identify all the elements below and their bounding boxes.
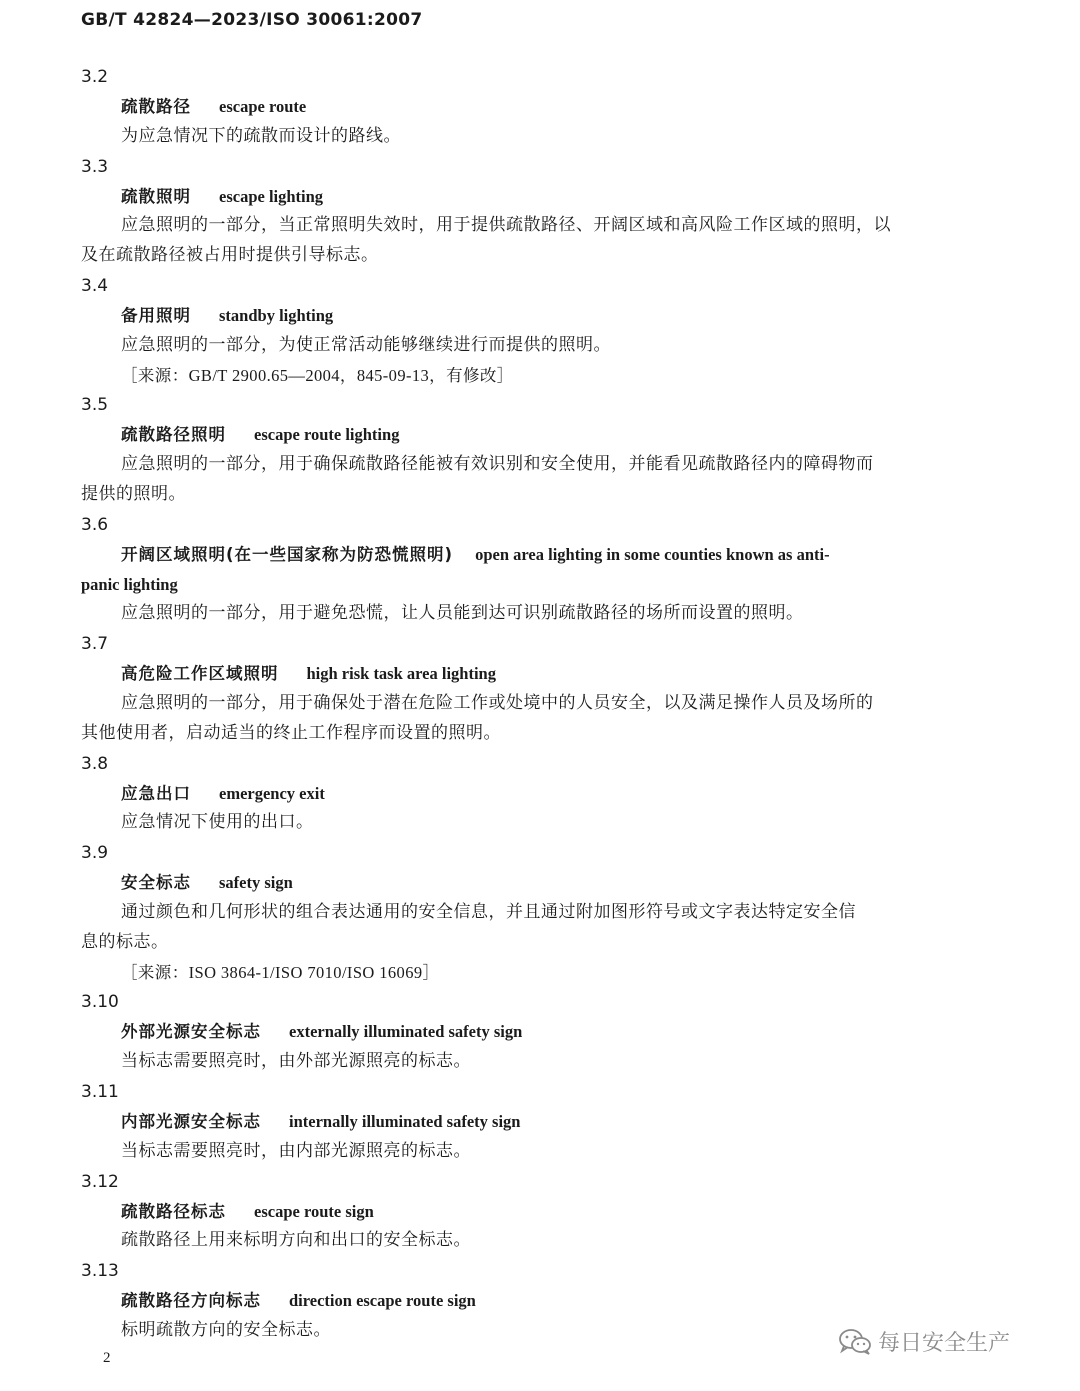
term-chinese: 疏散路径方向标志 bbox=[121, 1291, 261, 1311]
term-entry bbox=[81, 390, 961, 509]
term-definition bbox=[81, 1226, 961, 1256]
term-definition bbox=[81, 898, 961, 958]
source-note: ［来源：GB/T 2900.65—2004，845-09-13，有修改］ bbox=[121, 365, 514, 385]
watermark-text: 每日安全生产 bbox=[878, 1331, 1011, 1356]
definition-line: 应急照明的一部分，当正常照明失效时，用于提供疏散路径、开阔区域和高风险工作区域的照明，以 bbox=[121, 215, 891, 236]
term-heading bbox=[81, 92, 961, 122]
term-chinese: 疏散照明 bbox=[121, 186, 191, 206]
source-note: ［来源：ISO 3864-1/ISO 7010/ISO 16069］ bbox=[121, 962, 440, 982]
term-chinese: 疏散路径 bbox=[121, 97, 191, 116]
term-definition bbox=[81, 450, 961, 510]
definition-line: 为应急情况下的疏散而设计的路线。 bbox=[121, 125, 401, 146]
term-entry bbox=[81, 987, 961, 1077]
definition-line: 应急照明的一部分，用于避免恐慌，让人员能到达可识别疏散路径的场所而设置的照明。 bbox=[121, 603, 804, 624]
term-english: escape route lighting bbox=[254, 425, 400, 445]
term-heading bbox=[81, 659, 961, 689]
term-chinese: 安全标志 bbox=[121, 873, 191, 893]
definition-line: 其他使用者，启动适当的终止工作程序而设置的照明。 bbox=[81, 722, 501, 743]
term-heading bbox=[81, 779, 961, 809]
term-entry bbox=[81, 152, 961, 271]
term-heading bbox=[81, 540, 961, 570]
term-chinese: 疏散路径照明 bbox=[121, 425, 226, 445]
definition-line: 当标志需要照亮时，由外部光源照亮的标志。 bbox=[121, 1051, 471, 1072]
term-english: direction escape route sign bbox=[289, 1291, 476, 1311]
standard-number-header: GB/T 42824—2023/ISO 30061:2007 bbox=[81, 10, 423, 30]
term-definition bbox=[81, 689, 961, 749]
term-definition bbox=[81, 1137, 961, 1167]
clause-number: 3.9 bbox=[81, 843, 109, 864]
term-chinese: 疏散路径标志 bbox=[121, 1201, 226, 1221]
clause-number: 3.5 bbox=[81, 395, 109, 416]
term-entry bbox=[81, 62, 961, 152]
term-entry bbox=[81, 1256, 961, 1346]
page-number: 2 bbox=[103, 1350, 111, 1366]
term-chinese: 开阔区域照明(在一些国家称为防恐慌照明) bbox=[121, 544, 454, 564]
definition-line: 应急照明的一部分，用于确保疏散路径能被有效识别和安全使用，并能看见疏散路径内的障碍物而 bbox=[121, 454, 874, 475]
term-heading bbox=[81, 1107, 961, 1137]
definition-line: 息的标志。 bbox=[81, 931, 169, 952]
term-english: standby lighting bbox=[219, 305, 334, 325]
definition-line: 应急情况下使用的出口。 bbox=[121, 812, 314, 833]
wechat-icon bbox=[838, 1328, 872, 1356]
terms-document bbox=[81, 62, 961, 1346]
term-heading bbox=[81, 1197, 961, 1227]
definition-line: 疏散路径上用来标明方向和出口的安全标志。 bbox=[121, 1230, 471, 1251]
clause-number: 3.8 bbox=[81, 753, 109, 774]
term-definition bbox=[81, 1047, 961, 1077]
term-definition bbox=[81, 599, 961, 629]
term-entry bbox=[81, 1077, 961, 1167]
clause-number: 3.13 bbox=[81, 1261, 119, 1282]
definition-line: 及在疏散路径被占用时提供引导标志。 bbox=[81, 245, 379, 266]
term-english: high risk task area lighting bbox=[306, 664, 496, 684]
term-chinese: 应急出口 bbox=[121, 783, 191, 803]
clause-number: 3.11 bbox=[81, 1081, 119, 1102]
clause-number: 3.12 bbox=[81, 1171, 119, 1192]
term-entry bbox=[81, 838, 961, 987]
definition-line: 提供的照明。 bbox=[81, 483, 186, 504]
term-definition bbox=[81, 211, 961, 271]
definition-line: 当标志需要照亮时，由内部光源照亮的标志。 bbox=[121, 1140, 471, 1161]
term-definition bbox=[81, 1316, 961, 1346]
term-english: externally illuminated safety sign bbox=[289, 1022, 523, 1042]
term-heading-continuation bbox=[81, 570, 961, 600]
term-heading bbox=[81, 182, 961, 212]
term-english-continuation: panic lighting bbox=[81, 574, 178, 594]
clause-number: 3.7 bbox=[81, 634, 109, 655]
term-english: emergency exit bbox=[219, 783, 325, 803]
term-english: escape route sign bbox=[254, 1201, 374, 1221]
term-definition bbox=[81, 122, 961, 152]
term-entry bbox=[81, 1167, 961, 1257]
term-definition bbox=[81, 331, 961, 361]
term-heading bbox=[81, 1286, 961, 1316]
clause-number: 3.6 bbox=[81, 514, 109, 535]
clause-number: 3.10 bbox=[81, 992, 119, 1013]
watermark bbox=[838, 1326, 1010, 1357]
term-chinese: 高危险工作区域照明 bbox=[121, 664, 279, 684]
term-english: internally illuminated safety sign bbox=[289, 1111, 521, 1131]
term-heading bbox=[81, 301, 961, 331]
definition-line: 标明疏散方向的安全标志。 bbox=[121, 1319, 331, 1340]
term-entry bbox=[81, 510, 961, 629]
definition-line: 应急照明的一部分，为使正常活动能够继续进行而提供的照明。 bbox=[121, 334, 611, 355]
term-heading bbox=[81, 868, 961, 898]
clause-number: 3.4 bbox=[81, 275, 109, 296]
clause-number: 3.3 bbox=[81, 156, 109, 177]
term-definition bbox=[81, 808, 961, 838]
definition-line: 应急照明的一部分，用于确保处于潜在危险工作或处境中的人员安全，以及满足操作人员及场所的 bbox=[121, 692, 874, 713]
clause-number: 3.2 bbox=[81, 67, 109, 87]
term-english: open area lighting in some counties known as anti- bbox=[475, 544, 830, 564]
term-heading bbox=[81, 420, 961, 450]
term-entry bbox=[81, 749, 961, 839]
definition-line: 通过颜色和几何形状的组合表达通用的安全信息，并且通过附加图形符号或文字表达特定安全信 bbox=[121, 901, 856, 922]
term-chinese: 备用照明 bbox=[121, 305, 191, 325]
term-chinese: 内部光源安全标志 bbox=[121, 1111, 261, 1131]
term-heading bbox=[81, 1017, 961, 1047]
term-chinese: 外部光源安全标志 bbox=[121, 1022, 261, 1042]
term-entry bbox=[81, 629, 961, 748]
term-english: escape lighting bbox=[219, 186, 324, 206]
term-english: safety sign bbox=[219, 873, 293, 893]
term-english: escape route bbox=[219, 97, 307, 116]
term-entry bbox=[81, 271, 961, 390]
